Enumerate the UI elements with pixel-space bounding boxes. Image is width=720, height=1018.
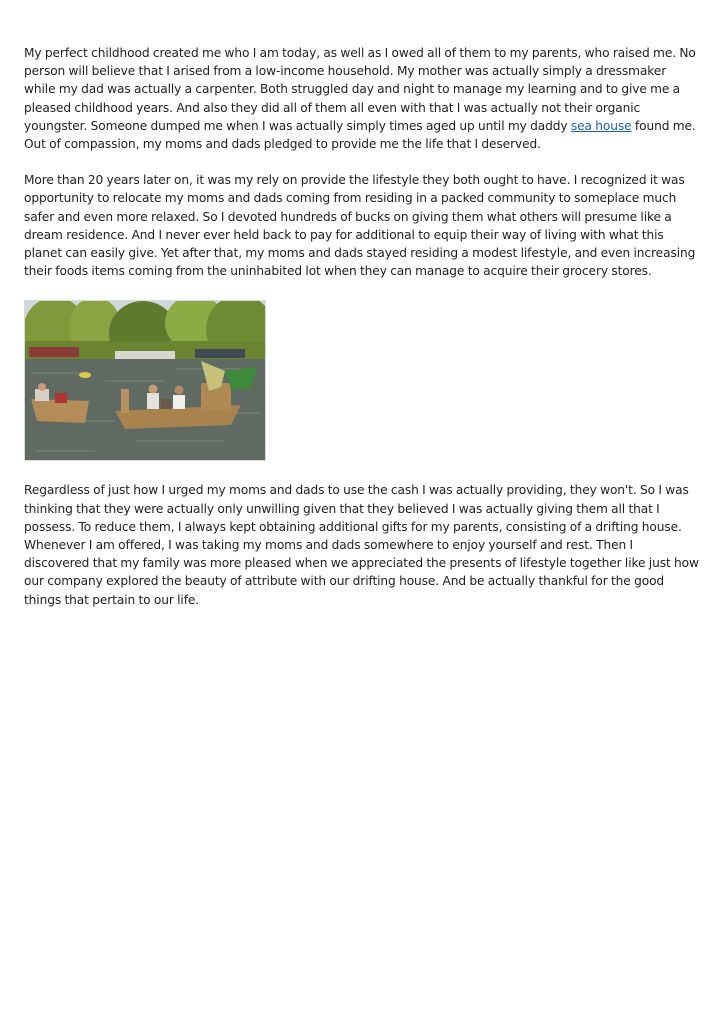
paragraph-1-text-start: My perfect childhood created me who I am today, as well as I owed all of them to my parents, who raised me. No person will believe that I arised from a low-income household. My mother was actually simply a dressmaker while my dad was actually a carpenter. Both struggled day and night to manage my learning and to give me a pleased childhood years. And also they did all of them all even with that I was actually not their organic youngster. Someone dumped me when I was actually simply times aged up until my daddy [24, 46, 696, 133]
paragraph-3: Regardless of just how I urged my moms and dads to use the cash I was actually providing, they won't. So I was thinking that they were actually only unwilling given that they believed I was actually giving them all that I possess. To reduce them, I always kept obtaining additional gifts for my parents, consisting of a drifting house. Whenever I am offered, I was taking my moms and dads somewhere to enjoy yourself and rest. Then I discovered that my family was more pleased when we appreciated the presents of lifestyle together like just how our company explored the beauty of attribute with our drifting house. And be actually thankful for the good things that pertain to our life. [24, 483, 699, 607]
river-cardboard-boats-photo-icon [25, 301, 266, 461]
paragraph-1-text-end: found me. Out of compassion, my moms and dads pledged to provide me the life that I deserved. [24, 118, 696, 152]
article-body [24, 44, 700, 609]
sea-house-link[interactable]: sea house [570, 118, 632, 133]
paragraph-2: More than 20 years later on, it was my rely on provide the lifestyle they both ought to have. I recognized it was opportunity to relocate my moms and dads coming from residing in a packed community to someplace much safer and even more relaxed. So I devoted hundreds of bucks on giving them what others will presume like a dream residence. And I never ever held back to pay for additional to equip their way of living with what this planet can easily give. Yet after that, my moms and dads stayed residing a modest lifestyle, and even increasing their foods items coming from the uninhabited lot when they can manage to acquire their grocery stores. [24, 173, 696, 279]
river-boats-photo [24, 300, 266, 461]
paragraph-1 [24, 44, 700, 153]
